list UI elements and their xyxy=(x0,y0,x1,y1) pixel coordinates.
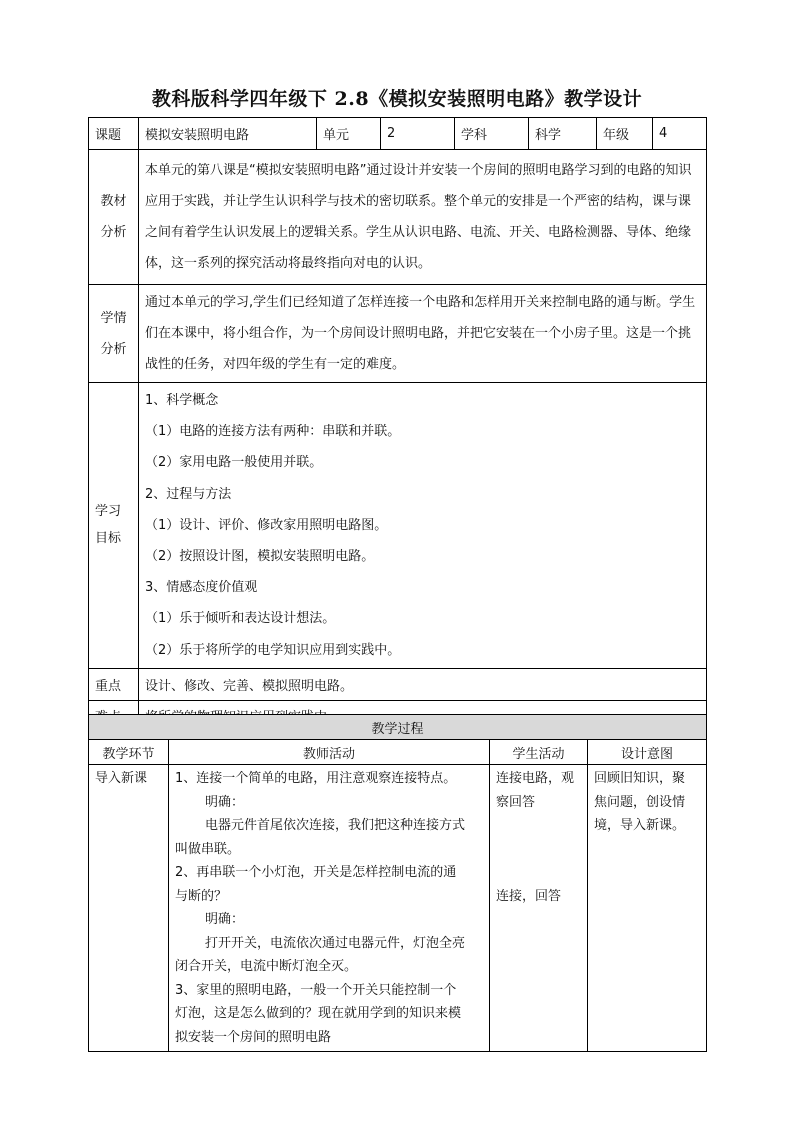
unit-label: 单元 xyxy=(317,118,381,150)
topic-label: 课题 xyxy=(89,118,139,150)
teaching-process-table xyxy=(88,714,707,1052)
teacher-line: 与断的？ xyxy=(175,888,228,904)
teacher-line: 3、家里的照明电路，一般一个开关只能控制一个 xyxy=(175,982,457,998)
student-line xyxy=(496,861,581,885)
learner-analysis-label xyxy=(89,285,139,383)
learner-analysis-text: 通过本单元的学习,学生们已经知道了怎样连接一个电路和怎样用开关来控制电路的通与断。学生们在本课中，将小组合作，为一个房间设计照明电路，并把它安装在一个小房子里。这是一个挑战性的任务，对四年级的学生有一定的难度。 xyxy=(139,285,707,383)
material-label-line-1: 教材 xyxy=(100,194,127,209)
teacher-line: 1、连接一个简单的电路，用注意观察连接特点。 xyxy=(175,771,457,786)
key-point-label: 重点 xyxy=(89,668,139,700)
teacher-activity-cell xyxy=(169,765,490,1052)
grade-value: 4 xyxy=(653,118,707,150)
teacher-line: 打开开关，电流依次通过电器元件，灯泡全亮 xyxy=(205,935,466,951)
goal-line: （2）乐于将所学的电学知识应用到实践中。 xyxy=(145,642,401,658)
teacher-line: 闭合开关，电流中断灯泡全灭。 xyxy=(175,959,358,974)
goals-label-line-1: 学习 xyxy=(95,504,122,520)
student-line: 察回答 xyxy=(496,794,536,810)
goal-line: （2）家用电路一般使用并联。 xyxy=(145,455,323,471)
teacher-line: 2、再串联一个小灯泡，开关是怎样控制电流的通 xyxy=(175,865,457,880)
col-teacher-header: 教师活动 xyxy=(169,740,490,765)
col-intent-header: 设计意图 xyxy=(588,740,707,765)
teacher-line: 明确： xyxy=(205,912,245,927)
col-stage-header: 教学环节 xyxy=(89,740,169,765)
process-header: 教学过程 xyxy=(89,715,707,740)
student-activity-cell xyxy=(490,765,588,1052)
subject-label: 学科 xyxy=(455,118,529,150)
design-intent-cell xyxy=(588,765,707,1052)
topic-value: 模拟安装照明电路 xyxy=(139,118,317,150)
intent-line: 焦问题，创设情 xyxy=(594,794,686,810)
intent-line: 境，导入新课。 xyxy=(594,818,686,833)
material-analysis-label xyxy=(89,150,139,285)
goal-line: 3、情感态度价值观 xyxy=(145,580,258,596)
goal-line: （1）乐于倾听和表达设计想法。 xyxy=(145,611,336,627)
intent-line: 回顾旧知识，聚 xyxy=(594,771,686,786)
lesson-info-table xyxy=(88,117,707,732)
key-point-text: 设计、修改、完善、模拟照明电路。 xyxy=(139,668,707,700)
grade-label: 年级 xyxy=(597,118,653,150)
goal-line: 1、科学概念 xyxy=(145,393,219,408)
subject-value: 科学 xyxy=(529,118,597,150)
student-line xyxy=(496,838,581,862)
learning-goals-label xyxy=(89,383,139,669)
student-line xyxy=(496,814,581,838)
material-label-line-2: 分析 xyxy=(100,225,127,240)
goals-label-line-2: 目标 xyxy=(95,531,122,547)
learner-label-line-1: 学情 xyxy=(100,310,127,326)
teacher-line: 灯泡，这是怎么做到的？现在就用学到的知识来模 xyxy=(175,1006,462,1021)
goal-line: （1）设计、评价、修改家用照明电路图。 xyxy=(145,517,388,533)
learning-goals-list xyxy=(139,383,707,669)
goal-line: 2、过程与方法 xyxy=(145,486,232,502)
page-title: 教科版科学四年级下 2.8《模拟安装照明电路》教学设计 xyxy=(151,88,643,110)
teacher-line: 电器元件首尾依次连接，我们把这种连接方式 xyxy=(205,818,466,833)
teacher-line: 明确： xyxy=(205,794,245,810)
unit-value: 2 xyxy=(381,118,455,150)
stage-cell: 导入新课 xyxy=(89,765,169,1052)
material-analysis-text: 本单元的第八课是“模拟安装照明电路”通过设计并安装一个房间的照明电路学习到的电路的知识应用于实践，并让学生认识科学与技术的密切联系。整个单元的安排是一个严密的结构，课与课之间有着学生认识发展上的逻辑关系。学生从认识电路、电流、开关、电路检测器、导体、绝缘体，这一系列的探究活动将最终指向对电的认识。 xyxy=(139,150,707,285)
goal-line: （2）按照设计图，模拟安装照明电路。 xyxy=(145,549,375,565)
student-line: 连接，回答 xyxy=(496,888,562,904)
col-student-header: 学生活动 xyxy=(490,740,588,765)
teacher-line: 拟安装一个房间的照明电路 xyxy=(175,1029,332,1045)
student-line: 连接电路，观 xyxy=(496,771,575,786)
goal-line: （1）电路的连接方法有两种：串联和并联。 xyxy=(145,424,401,440)
learner-label-line-2: 分析 xyxy=(100,341,127,357)
teacher-line: 叫做串联。 xyxy=(175,841,241,857)
